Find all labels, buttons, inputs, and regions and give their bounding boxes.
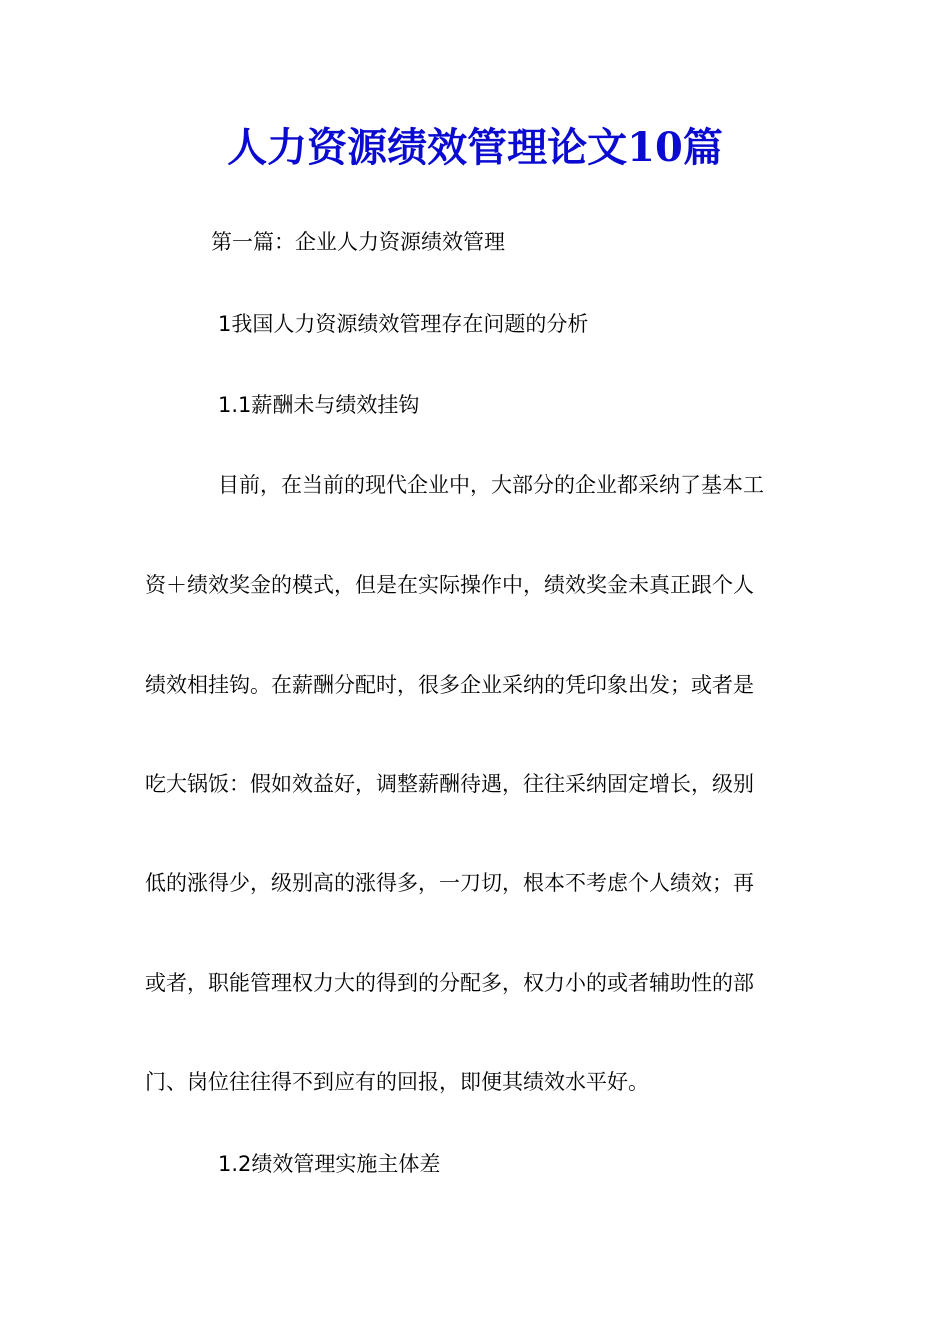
paragraph-line: 资＋绩效奖金的模式，但是在实际操作中，绩效奖金未真正跟个人 bbox=[145, 573, 754, 597]
paragraph-line: 低的涨得少，级别高的涨得多，一刀切，根本不考虑个人绩效；再 bbox=[145, 871, 754, 895]
paragraph-line: 吃大锅饭：假如效益好，调整薪酬待遇，往往采纳固定增长，级别 bbox=[145, 772, 754, 796]
section-heading-1-2: 1.2绩效管理实施主体差 bbox=[218, 1152, 441, 1176]
section-heading-1: 1我国人力资源绩效管理存在问题的分析 bbox=[218, 312, 589, 336]
paragraph-line: 目前，在当前的现代企业中，大部分的企业都采纳了基本工 bbox=[218, 473, 764, 497]
paragraph-line: 门、岗位往往得不到应有的回报，即便其绩效水平好。 bbox=[145, 1070, 649, 1094]
paragraph-line: 或者，职能管理权力大的得到的分配多，权力小的或者辅助性的部 bbox=[145, 971, 754, 995]
section-heading-1-1: 1.1薪酬未与绩效挂钩 bbox=[218, 393, 420, 417]
paragraph-line: 绩效相挂钩。在薪酬分配时，很多企业采纳的凭印象出发；或者是 bbox=[145, 673, 754, 697]
document-title: 人力资源绩效管理论文10篇 bbox=[227, 124, 723, 171]
part-heading: 第一篇：企业人力资源绩效管理 bbox=[211, 230, 505, 254]
